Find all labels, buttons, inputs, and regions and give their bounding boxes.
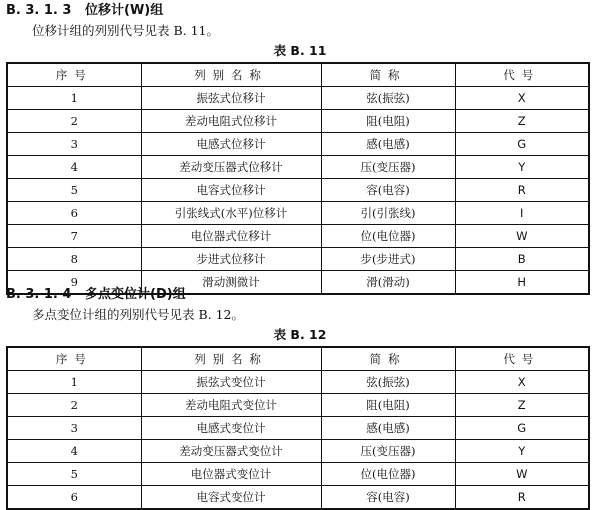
table-header-row <box>7 63 589 87</box>
cell-code: G <box>455 417 589 440</box>
table-row <box>7 87 589 110</box>
cell-name: 滑动测微计 <box>141 271 321 295</box>
cell-code: X <box>455 371 589 394</box>
section-number: B. 3. 1. 4 <box>6 287 72 302</box>
table-row <box>7 202 589 225</box>
cell-seq: 1 <box>7 87 141 110</box>
cell-code: W <box>455 463 589 486</box>
cell-seq: 8 <box>7 248 141 271</box>
table-b11 <box>6 62 590 295</box>
cell-code: W <box>455 225 589 248</box>
cell-code: Z <box>455 394 589 417</box>
section-title: 位移计(W)组 <box>85 3 164 18</box>
cell-short: 阻(电阻) <box>321 394 455 417</box>
cell-code: H <box>455 271 589 295</box>
cell-seq: 4 <box>7 156 141 179</box>
header-short: 简称 <box>321 63 455 87</box>
header-name: 列别名称 <box>141 347 321 371</box>
cell-short: 容(电容) <box>321 179 455 202</box>
cell-short: 位(电位器) <box>321 225 455 248</box>
cell-short: 位(电位器) <box>321 463 455 486</box>
cell-short: 感(电感) <box>321 417 455 440</box>
cell-name: 差动变压器式位移计 <box>141 156 321 179</box>
cell-name: 引张线式(水平)位移计 <box>141 202 321 225</box>
table-row <box>7 179 589 202</box>
cell-name: 振弦式位移计 <box>141 87 321 110</box>
table-row <box>7 486 589 510</box>
cell-short: 引(引张线) <box>321 202 455 225</box>
cell-seq: 5 <box>7 463 141 486</box>
cell-seq: 7 <box>7 225 141 248</box>
cell-code: I <box>455 202 589 225</box>
table-row <box>7 394 589 417</box>
cell-name: 电位器式变位计 <box>141 463 321 486</box>
table-caption-b12: 表 B. 12 <box>273 327 327 342</box>
table-caption-b11: 表 B. 11 <box>273 43 327 58</box>
table-b12 <box>6 346 590 510</box>
section-heading-b3-1-4 <box>6 287 186 303</box>
section-description: 多点变位计组的列别代号见表 B. 12。 <box>32 307 245 322</box>
cell-seq: 4 <box>7 440 141 463</box>
section-title: 多点变位计(D)组 <box>85 287 186 302</box>
cell-seq: 2 <box>7 110 141 133</box>
cell-code: R <box>455 179 589 202</box>
table-row <box>7 248 589 271</box>
cell-seq: 3 <box>7 133 141 156</box>
cell-seq: 5 <box>7 179 141 202</box>
table-header-row <box>7 347 589 371</box>
cell-name: 步进式位移计 <box>141 248 321 271</box>
cell-seq: 6 <box>7 486 141 510</box>
cell-name: 电感式变位计 <box>141 417 321 440</box>
table-row <box>7 371 589 394</box>
cell-short: 弦(振弦) <box>321 371 455 394</box>
header-code: 代号 <box>455 63 589 87</box>
table-row <box>7 225 589 248</box>
cell-code: Z <box>455 110 589 133</box>
header-code: 代号 <box>455 347 589 371</box>
cell-short: 压(变压器) <box>321 156 455 179</box>
cell-code: R <box>455 486 589 510</box>
header-name: 列别名称 <box>141 63 321 87</box>
table-row <box>7 156 589 179</box>
table-row <box>7 440 589 463</box>
cell-code: Y <box>455 156 589 179</box>
table-row <box>7 463 589 486</box>
cell-short: 容(电容) <box>321 486 455 510</box>
cell-short: 步(步进式) <box>321 248 455 271</box>
table-row <box>7 110 589 133</box>
header-seq: 序号 <box>7 63 141 87</box>
cell-code: G <box>455 133 589 156</box>
section-heading-b3-1-3 <box>6 3 163 19</box>
cell-code: Y <box>455 440 589 463</box>
cell-code: B <box>455 248 589 271</box>
cell-name: 电容式变位计 <box>141 486 321 510</box>
cell-seq: 6 <box>7 202 141 225</box>
cell-short: 滑(滑动) <box>321 271 455 295</box>
section-number: B. 3. 1. 3 <box>6 3 72 18</box>
cell-name: 差动变压器式变位计 <box>141 440 321 463</box>
cell-code: X <box>455 87 589 110</box>
cell-seq: 9 <box>7 271 141 295</box>
header-seq: 序号 <box>7 347 141 371</box>
cell-seq: 3 <box>7 417 141 440</box>
cell-name: 电感式位移计 <box>141 133 321 156</box>
cell-short: 弦(振弦) <box>321 87 455 110</box>
table-row <box>7 133 589 156</box>
cell-name: 差动电阻式位移计 <box>141 110 321 133</box>
table-row <box>7 417 589 440</box>
cell-short: 感(电感) <box>321 133 455 156</box>
section-description: 位移计组的列别代号见表 B. 11。 <box>32 23 220 38</box>
header-short: 简称 <box>321 347 455 371</box>
cell-name: 电位器式位移计 <box>141 225 321 248</box>
cell-name: 差动电阻式变位计 <box>141 394 321 417</box>
cell-short: 阻(电阻) <box>321 110 455 133</box>
cell-name: 电容式位移计 <box>141 179 321 202</box>
cell-short: 压(变压器) <box>321 440 455 463</box>
cell-seq: 2 <box>7 394 141 417</box>
cell-name: 振弦式变位计 <box>141 371 321 394</box>
cell-seq: 1 <box>7 371 141 394</box>
